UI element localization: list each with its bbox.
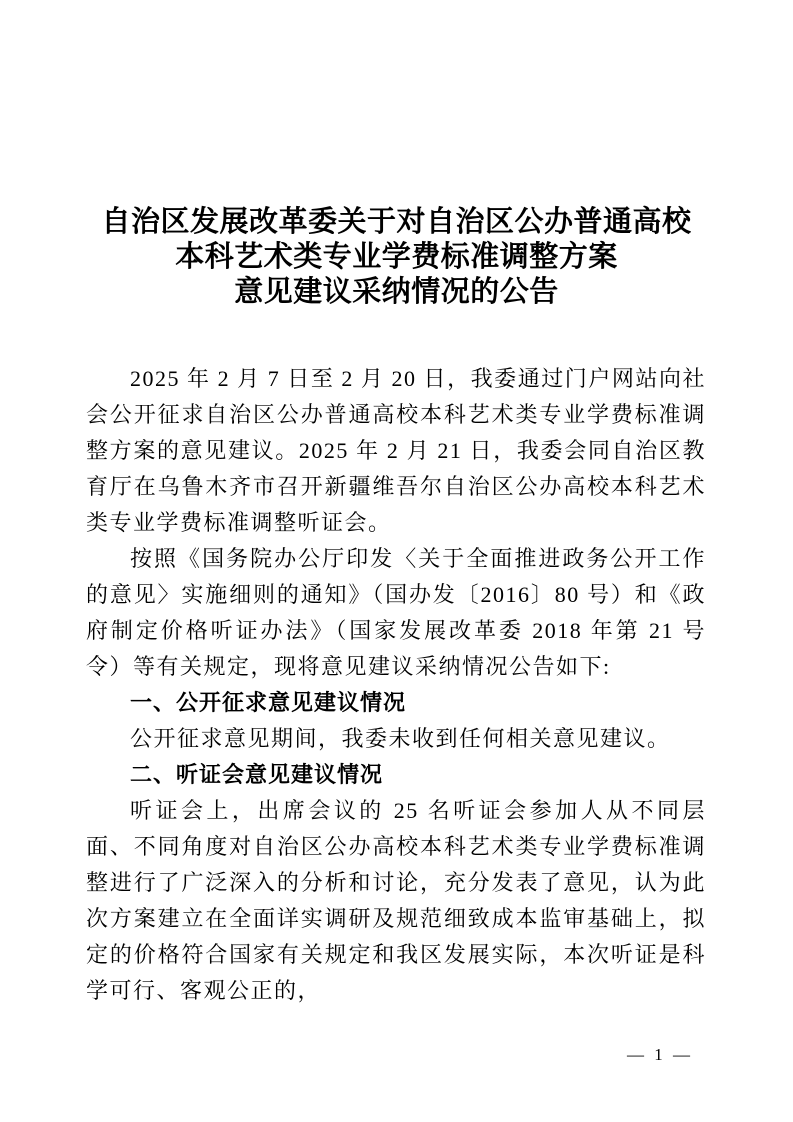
document-title [0, 0, 793, 310]
document-title-line-3: 意见建议采纳情况的公告 [234, 276, 559, 308]
section-heading-hearing-comments: 二、听证会意见建议情况 [130, 762, 384, 787]
page-number: — 1 — [627, 1045, 693, 1064]
section-heading-public-comments: 一、公开征求意见建议情况 [130, 690, 407, 715]
document-title-line-1: 自治区发展改革委关于对自治区公办普通高校 [101, 206, 692, 238]
body-paragraph-hearing-comments: 听证会上，出席会议的 25 名听证会参加人从不同层面、不同角度对自治区公办高校本科艺术类专业学费标准调整进行了广泛深入的分析和讨论，充分发表了意见，认为此次方案建立在全面详实调研及规范细致成本监审基础上，拟定的价格符合国家有关规定和我区发展实际，本次听证是科学可行、客观公正的， [86, 798, 706, 1003]
body-paragraph-intro: 2025 年 2 月 7 日至 2 月 20 日，我委通过门户网站向社会公开征求自治区公办普通高校本科艺术类专业学费标准调整方案的意见建议。2025 年 2 月 21 日，我委会同自治区教育厅在乌鲁木齐市召开新疆维吾尔自治区公办高校本科艺术类专业学费标准调整听证会。 [86, 366, 706, 535]
document-body [0, 361, 793, 1009]
document-title-line-2: 本科艺术类专业学费标准调整方案 [175, 241, 618, 273]
body-paragraph-legal-basis: 按照《国务院办公厅印发〈关于全面推进政务公开工作的意见〉实施细则的通知》（国办发〔2016〕80 号）和《政府制定价格听证办法》（国家发展改革委 2018 年第 21 号令）等有关规定，现将意见建议采纳情况公告如下: [86, 546, 706, 679]
body-paragraph-public-comments: 公开征求意见期间，我委未收到任何相关意见建议。 [130, 726, 671, 751]
